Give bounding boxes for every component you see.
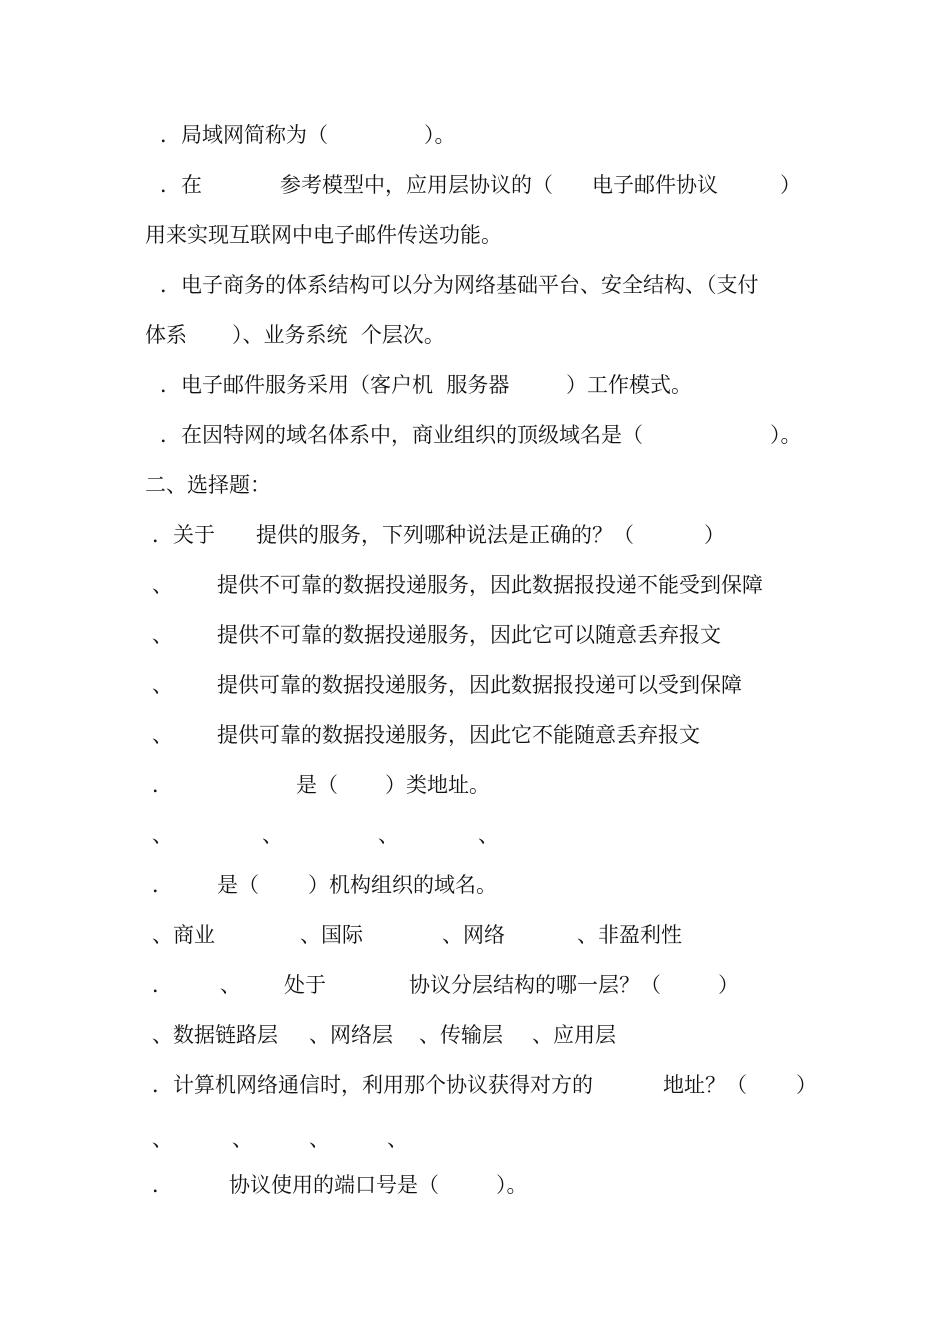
- text-segment: ）。: [496, 1173, 528, 1197]
- text-segment: ）: [780, 173, 801, 197]
- text-segment: 提供不可靠的数据投递服务，因此数据报投递不能受到保障: [217, 573, 763, 597]
- text-line: [0, 1070, 950, 1100]
- text-segment: 电子邮件协议: [592, 173, 718, 197]
- text-segment: ．计算机网络通信时，利用那个协议获得对方的: [152, 1073, 593, 1097]
- text-segment: 、: [152, 1127, 173, 1151]
- text-segment: ）。: [424, 123, 456, 147]
- text-line: [0, 170, 950, 200]
- text-segment: ）类地址。: [385, 773, 490, 797]
- text-line: [0, 770, 950, 800]
- text-line: [0, 720, 950, 750]
- text-segment: 、: [152, 673, 173, 697]
- text-line: [0, 220, 950, 250]
- text-segment: 、国际: [300, 923, 363, 947]
- text-segment: 、: [262, 823, 283, 847]
- text-segment: 二、选择题：: [145, 473, 271, 497]
- text-line: [0, 920, 950, 950]
- text-segment: 、: [309, 1127, 330, 1151]
- text-segment: ．电子邮件服务采用（客户机 服务器: [160, 373, 510, 397]
- text-segment: ．: [152, 873, 173, 897]
- text-segment: 是（: [217, 873, 259, 897]
- text-segment: 提供不可靠的数据投递服务，因此它可以随意丢弃报文: [217, 623, 721, 647]
- text-segment: ．电子商务的体系结构可以分为网络基础平台、安全结构、（支付: [160, 273, 759, 297]
- text-segment: 协议使用的端口号是（: [229, 1173, 439, 1197]
- text-segment: 、: [152, 573, 173, 597]
- text-segment: 、: [220, 973, 241, 997]
- text-line: [0, 370, 950, 400]
- text-segment: ）: [796, 1073, 817, 1097]
- text-line: [0, 620, 950, 650]
- text-line: [0, 320, 950, 350]
- text-segment: 、: [378, 823, 399, 847]
- text-segment: ．在: [160, 173, 202, 197]
- text-line: [0, 970, 950, 1000]
- text-line: [0, 420, 950, 450]
- text-segment: ）、业务系统 个层次。: [232, 323, 445, 347]
- text-segment: 体系: [145, 323, 187, 347]
- text-segment: ）: [718, 973, 739, 997]
- text-segment: 参考模型中，应用层协议的（: [280, 173, 553, 197]
- text-line: [0, 820, 950, 850]
- text-segment: ．: [152, 1173, 173, 1197]
- text-segment: 提供可靠的数据投递服务，因此它不能随意丢弃报文: [217, 723, 700, 747]
- text-segment: ．关于: [152, 523, 215, 547]
- text-segment: 、: [152, 623, 173, 647]
- text-segment: 处于: [284, 973, 326, 997]
- text-segment: 、传输层: [419, 1023, 503, 1047]
- text-line: [0, 1020, 950, 1050]
- text-segment: 、网络: [442, 923, 505, 947]
- text-line: [0, 520, 950, 550]
- text-segment: 提供的服务，下列哪种说法是正确的？（: [256, 523, 634, 547]
- text-line: [0, 470, 950, 500]
- text-segment: 、: [152, 823, 173, 847]
- text-segment: ．: [152, 973, 173, 997]
- text-segment: 、数据链路层: [152, 1023, 278, 1047]
- text-segment: ．局域网简称为（: [160, 123, 328, 147]
- text-segment: 、: [232, 1127, 253, 1151]
- text-segment: 、商业: [152, 923, 215, 947]
- text-segment: 、网络层: [309, 1023, 393, 1047]
- text-segment: 是（: [296, 773, 338, 797]
- text-segment: 用来实现互联网中电子邮件传送功能。: [145, 223, 502, 247]
- text-segment: 地址？（: [663, 1073, 747, 1097]
- text-segment: ）机构组织的域名。: [308, 873, 497, 897]
- text-segment: ．在因特网的域名体系中，商业组织的顶级域名是（: [160, 423, 643, 447]
- text-line: [0, 870, 950, 900]
- text-line: [0, 1124, 950, 1154]
- text-segment: ）工作模式。: [566, 373, 692, 397]
- text-segment: 协议分层结构的哪一层？（: [409, 973, 661, 997]
- text-segment: 提供可靠的数据投递服务，因此数据报投递可以受到保障: [217, 673, 742, 697]
- text-segment: 、应用层: [532, 1023, 616, 1047]
- text-line: [0, 670, 950, 700]
- text-segment: ）: [704, 523, 725, 547]
- text-line: [0, 120, 950, 150]
- text-line: [0, 570, 950, 600]
- text-segment: 、非盈利性: [577, 923, 682, 947]
- text-segment: 、: [152, 723, 173, 747]
- text-line: [0, 1170, 950, 1200]
- text-segment: 、: [478, 823, 499, 847]
- text-segment: ．: [152, 773, 173, 797]
- text-line: [0, 270, 950, 300]
- text-segment: 、: [387, 1127, 408, 1151]
- text-segment: ）。: [770, 423, 802, 447]
